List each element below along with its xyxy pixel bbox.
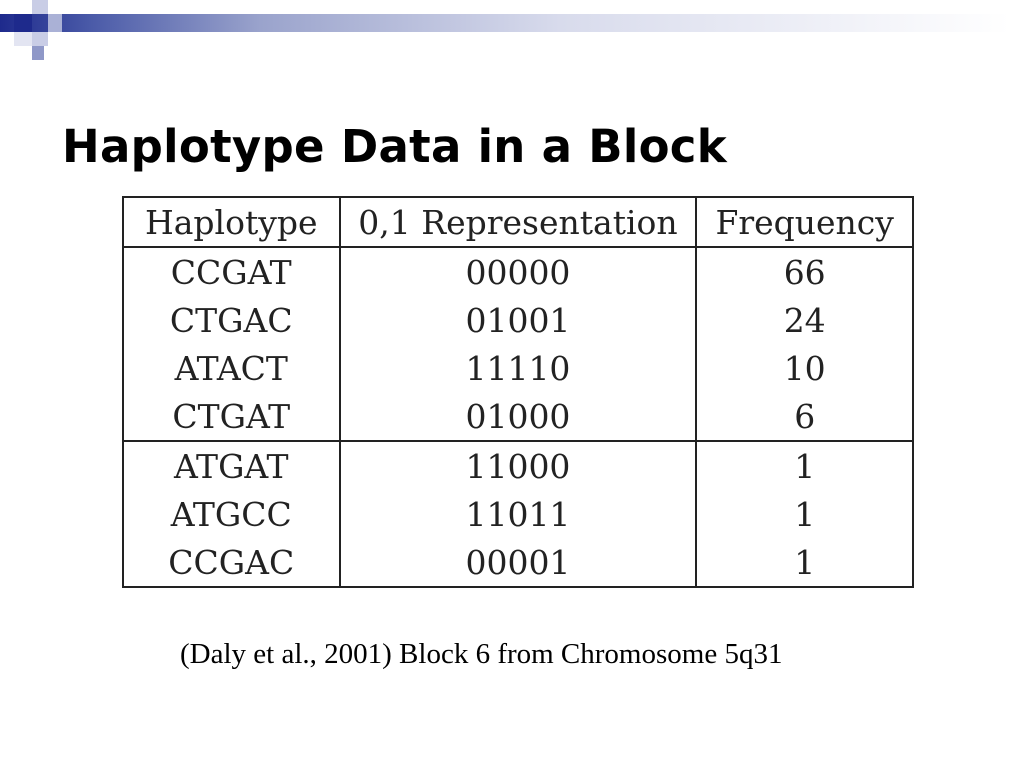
- cell-representation: 11000: [340, 441, 697, 490]
- cell-frequency: 24: [696, 296, 913, 344]
- table-row: [123, 296, 913, 344]
- decor-square: [48, 14, 62, 32]
- cell-frequency: 1: [696, 490, 913, 538]
- decor-square: [14, 14, 32, 32]
- slide-title: Haplotype Data in a Block: [62, 120, 727, 173]
- cell-haplotype: CCGAT: [123, 247, 340, 296]
- cell-representation: 00001: [340, 538, 697, 587]
- header-representation: 0,1 Representation: [340, 197, 697, 247]
- cell-representation: 01000: [340, 392, 697, 441]
- cell-haplotype: CTGAC: [123, 296, 340, 344]
- table-row: [123, 392, 913, 441]
- table-row: [123, 441, 913, 490]
- table-row: [123, 344, 913, 392]
- cell-frequency: 6: [696, 392, 913, 441]
- cell-haplotype: CCGAC: [123, 538, 340, 587]
- cell-frequency: 66: [696, 247, 913, 296]
- decor-square: [32, 0, 48, 14]
- haplotype-table: [122, 196, 914, 588]
- cell-frequency: 10: [696, 344, 913, 392]
- decor-square: [14, 32, 32, 46]
- decor-square: [32, 46, 44, 60]
- cell-representation: 01001: [340, 296, 697, 344]
- cell-representation: 11110: [340, 344, 697, 392]
- cell-haplotype: ATGCC: [123, 490, 340, 538]
- cell-representation: 11011: [340, 490, 697, 538]
- cell-frequency: 1: [696, 538, 913, 587]
- table-row: [123, 490, 913, 538]
- citation-caption: (Daly et al., 2001) Block 6 from Chromosome 5q31: [180, 638, 783, 670]
- cell-haplotype: ATGAT: [123, 441, 340, 490]
- table-header-row: [123, 197, 913, 247]
- header-haplotype: Haplotype: [123, 197, 340, 247]
- cell-haplotype: CTGAT: [123, 392, 340, 441]
- table-row: [123, 247, 913, 296]
- cell-haplotype: ATACT: [123, 344, 340, 392]
- haplotype-table-wrapper: [122, 196, 914, 586]
- header-frequency: Frequency: [696, 197, 913, 247]
- table-row: [123, 538, 913, 587]
- cell-frequency: 1: [696, 441, 913, 490]
- header-gradient-bar: [0, 14, 1024, 32]
- decor-square: [32, 32, 48, 46]
- cell-representation: 00000: [340, 247, 697, 296]
